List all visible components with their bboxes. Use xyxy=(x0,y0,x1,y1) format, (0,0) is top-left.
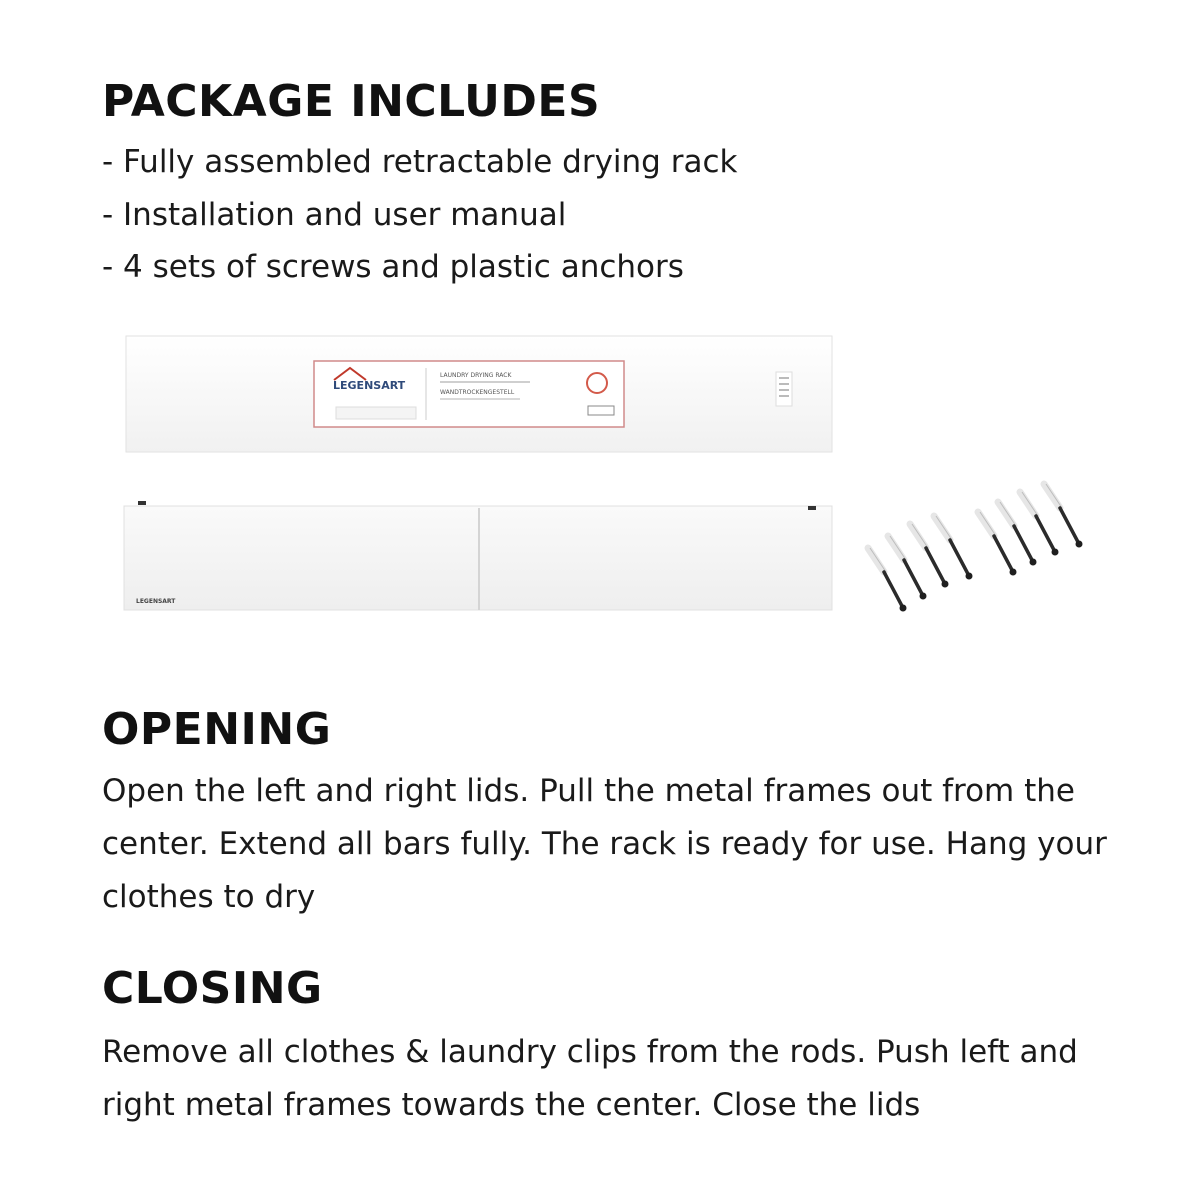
screw-icon xyxy=(994,536,1012,570)
drying-rack-closed xyxy=(124,501,832,610)
screw-icon xyxy=(884,572,902,606)
screw-icon xyxy=(1014,526,1032,560)
screw-icon xyxy=(926,548,944,582)
right-mount-tab xyxy=(808,506,816,510)
package-includes-heading: PACKAGE INCLUDES xyxy=(102,76,601,127)
screw-icon xyxy=(1036,516,1054,550)
plastic-anchor-icon xyxy=(978,512,994,536)
screw-head-icon xyxy=(900,605,907,612)
plastic-anchor-icon xyxy=(910,524,926,548)
box-title-text: LAUNDRY DRYING RACK xyxy=(440,372,512,379)
screw-anchor-set xyxy=(934,516,973,580)
closing-instructions: Remove all clothes & laundry clips from the rods. Push left and right metal frames towards the center. Close the lids xyxy=(102,1034,1078,1123)
product-sketch-icon xyxy=(336,407,416,419)
barcode-icon xyxy=(776,372,792,406)
product-box xyxy=(126,336,832,452)
opening-heading: OPENING xyxy=(102,704,332,755)
package-item-screws: - 4 sets of screws and plastic anchors xyxy=(102,249,684,285)
rack-brand-text: LEGENSART xyxy=(136,598,176,605)
plastic-anchor-icon xyxy=(868,548,884,572)
plastic-anchor-icon xyxy=(934,516,950,540)
screws-and-anchors xyxy=(868,484,1083,612)
opening-instructions: Open the left and right lids. Pull the metal frames out from the center. Extend all bars fully. The rack is ready for use. Hang your clothes to dry xyxy=(102,773,1107,915)
screw-head-icon xyxy=(1030,559,1037,566)
package-item-manual: - Installation and user manual xyxy=(102,197,567,233)
plastic-anchor-icon xyxy=(1044,484,1060,508)
screw-head-icon xyxy=(966,573,973,580)
screw-icon xyxy=(950,540,968,574)
screw-anchor-set xyxy=(1044,484,1083,548)
package-item-rack: - Fully assembled retractable drying rack xyxy=(102,144,738,180)
screw-icon xyxy=(1060,508,1078,542)
plastic-anchor-icon xyxy=(998,502,1014,526)
screw-head-icon xyxy=(942,581,949,588)
certification-icon xyxy=(588,406,614,415)
screw-head-icon xyxy=(920,593,927,600)
screw-head-icon xyxy=(1052,549,1059,556)
plastic-anchor-icon xyxy=(1020,492,1036,516)
plastic-anchor-icon xyxy=(888,536,904,560)
closing-heading: CLOSING xyxy=(102,963,323,1014)
left-mount-tab xyxy=(138,501,146,505)
box-subtitle-text: WANDTROCKENGESTELL xyxy=(440,389,515,396)
screw-icon xyxy=(904,560,922,594)
quality-seal-icon xyxy=(587,373,607,393)
screw-head-icon xyxy=(1076,541,1083,548)
box-brand-text: LEGENSART xyxy=(333,379,406,392)
screw-head-icon xyxy=(1010,569,1017,576)
